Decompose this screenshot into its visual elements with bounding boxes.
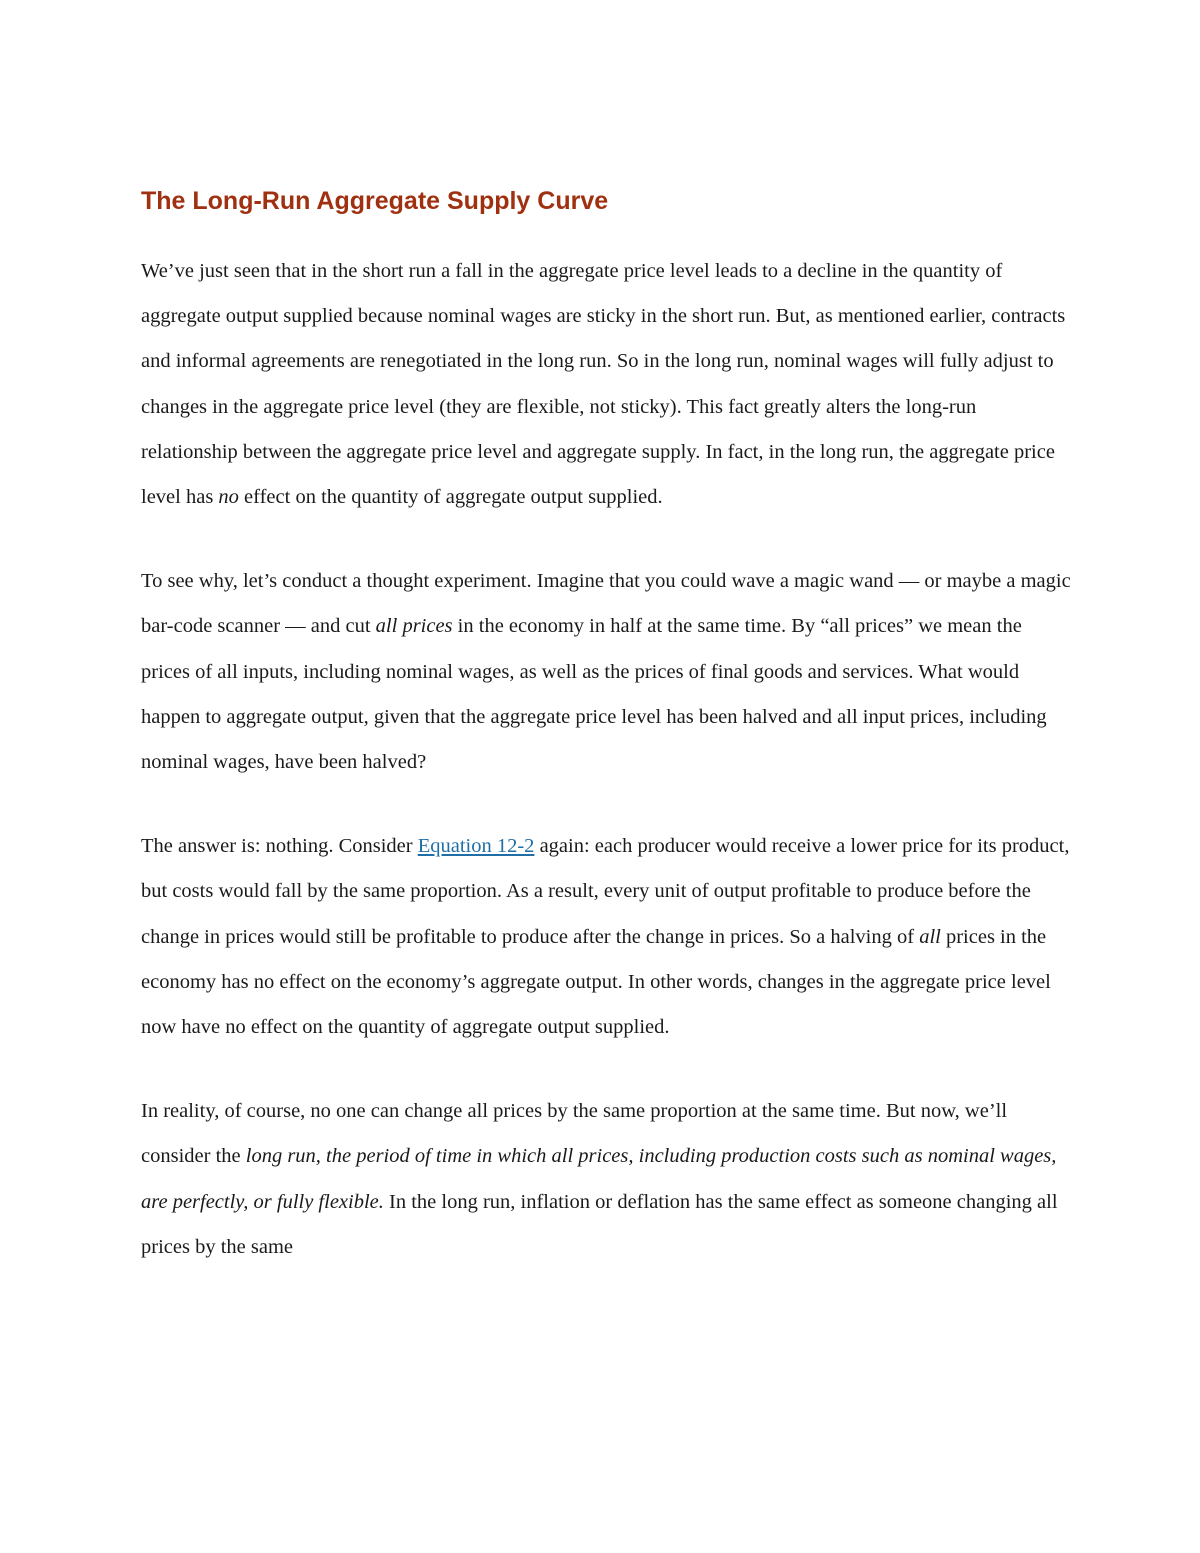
paragraph-2 bbox=[141, 559, 1071, 785]
paragraph-3 bbox=[141, 824, 1071, 1050]
section-title: The Long-Run Aggregate Supply Curve bbox=[141, 187, 609, 215]
paragraph-1-emphasis: no bbox=[218, 486, 239, 509]
paragraph-1-text-b: effect on the quantity of aggregate output supplied. bbox=[238, 486, 663, 509]
document-body bbox=[141, 183, 1071, 1270]
paragraph-2-emphasis: all prices bbox=[375, 615, 453, 638]
long-run-definition: long run, the period of time in which all prices, including production costs such as nominal wages, are perfectly, or fully flexible. bbox=[141, 1145, 1057, 1213]
paragraph-3-emphasis: all bbox=[919, 925, 941, 948]
paragraph-2-text-a: To see why, let’s conduct a thought experiment. Imagine that you could wave a magic wand — or maybe a magic bar-code scanner — and cut bbox=[141, 570, 1071, 638]
equation-12-2-link[interactable]: Equation 12-2 bbox=[417, 835, 535, 858]
paragraph-3-text-c: prices in the economy has no effect on the economy’s aggregate output. In other words, changes in the aggregate price level now have no effect on the quantity of aggregate output supplied. bbox=[141, 925, 1051, 1039]
paragraph-3-text-a: The answer is: nothing. Consider bbox=[141, 835, 418, 858]
paragraph-1 bbox=[141, 249, 1071, 520]
paragraph-4-text-a: In reality, of course, no one can change all prices by the same proportion at the same time. But now, we’ll consider the bbox=[141, 1100, 1008, 1168]
paragraph-4-text-b: In the long run, inflation or deflation has the same effect as someone changing all prices by the same bbox=[141, 1190, 1058, 1258]
paragraph-2-text-b: in the economy in half at the same time. By “all prices” we mean the prices of all inputs, including nominal wages, as well as the prices of final goods and services. What would happen to aggregate output, given that the aggregate price level has been halved and all input prices, including nominal wages, have been halved? bbox=[141, 615, 1047, 774]
paragraph-3-text-b: again: each producer would receive a lower price for its product, but costs would fall by the same proportion. As a result, every unit of output profitable to produce before the change in prices would still be profitable to produce after the change in prices. So a halving of bbox=[141, 835, 1070, 948]
paragraph-1-text-a: We’ve just seen that in the short run a fall in the aggregate price level leads to a decline in the quantity of aggregate output supplied because nominal wages are sticky in the short run. But, as mentioned earlier, contracts and informal agreements are renegotiated in the long run. So in the long run, nominal wages will fully adjust to changes in the aggregate price level (they are flexible, not sticky). This fact greatly alters the long-run relationship between the aggregate price level and aggregate supply. In fact, in the long run, the aggregate price level has bbox=[141, 260, 1066, 509]
paragraph-4 bbox=[141, 1089, 1071, 1270]
